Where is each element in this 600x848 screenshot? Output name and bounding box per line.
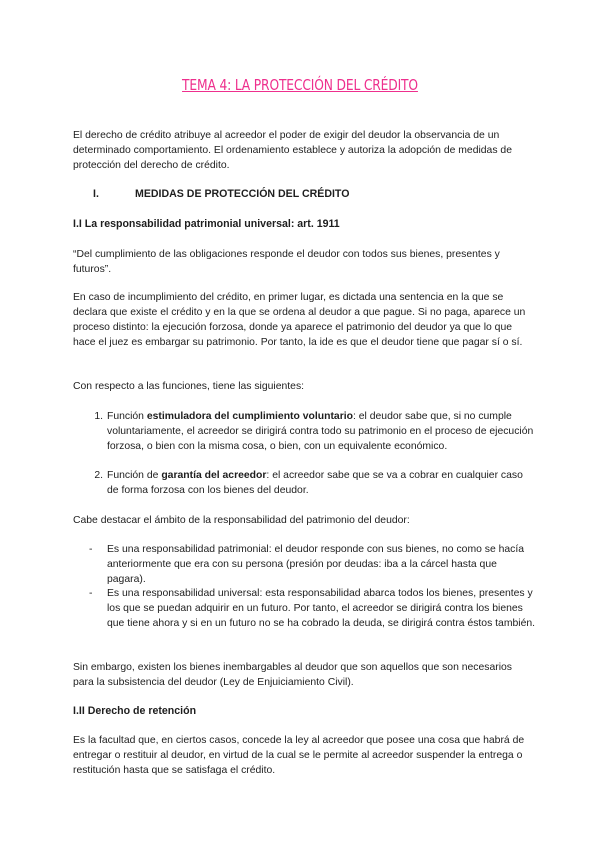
subsection-heading-2: I.II Derecho de retención (73, 705, 197, 717)
paragraph-retention: Es la facultad que, en ciertos casos, concede la ley al acreedor que posee una cosa que habrá de entregar o restituir al deudor, en virtud de la cual se le permite al acreedor suspender la entrega o restitución hasta que se satisfaga el crédito. (73, 735, 525, 776)
subsection-heading-1: I.I La responsabilidad patrimonial universal: art. 1911 (73, 218, 340, 230)
bold-term: garantía del acreedor (161, 470, 267, 481)
bold-term: estimuladora del cumplimiento voluntario (146, 411, 353, 422)
list-item: 2. Función de garantía del acreedor: el acreedor sabe que se va a cobrar en cualquier caso de forma forzosa con los bienes del deudor. (107, 468, 537, 498)
section-heading (93, 188, 349, 200)
list-marker: - (89, 544, 93, 555)
paragraph-functions-intro: Con respecto a las funciones, tiene las siguientes: (73, 381, 305, 392)
list-item: - Es una responsabilidad patrimonial: el deudor responde con sus bienes, no como se hacía anteriormente que era con su persona (presión por deudas: iba a la cárcel hasta que pagara). (89, 544, 525, 585)
quote-paragraph: “Del cumplimiento de las obligaciones responde el deudor con todos sus bienes, presentes y futuros”. (73, 249, 500, 275)
list-marker: - (89, 588, 93, 599)
list-marker: 1. (94, 411, 103, 422)
section-number: I. (93, 188, 99, 200)
paragraph-inembargables: Sin embargo, existen los bienes inembargables al deudor que son aquellos que son necesarios para la subsistencia del deudor (Ley de Enjuiciamiento Civil). (73, 662, 512, 688)
paragraph-enforcement: En caso de incumplimiento del crédito, en primer lugar, es dictada una sentencia en la que se declara que existe el crédito y en la que se ordena al deudor a que pague. Si no paga, aparece un proceso distinto: la ejecución forzosa, donde ya aparece el patrimonio del deudor ya que lo que hace el juez es embargar su patrimonio. Por tanto, la ide es que el deudor tiene que pagar sí o sí. (73, 292, 526, 348)
paragraph-scope-intro: Cabe destacar el ámbito de la responsabilidad del patrimonio del deudor: (73, 515, 410, 526)
list-marker: 2. (94, 470, 103, 481)
intro-paragraph: El derecho de crédito atribuye al acreedor el poder de exigir del deudor la observancia de un determinado comportamiento. El ordenamiento establece y autoriza la adopción de medidas de protección del derecho de crédito. (73, 130, 512, 171)
list-item: 1. Función estimuladora del cumplimiento voluntario: el deudor sabe que, si no cumple voluntariamente, el acreedor se dirigirá contra todo su patrimonio en el proceso de ejecución forzosa, o bien con la misma cosa, o bien, con un equivalente económico. (107, 409, 537, 454)
section-title: MEDIDAS DE PROTECCIÓN DEL CRÉDITO (135, 188, 350, 200)
list-item: - Es una responsabilidad universal: esta responsabilidad abarca todos los bienes, presentes y los que se puedan adquirir en un futuro. Por tanto, el acreedor se dirigirá contra los bienes que tiene ahora y si en un futuro no se ha cobrado la deuda, se dirigirá contra éstos también. (89, 588, 536, 629)
document-title: TEMA 4: LA PROTECCIÓN DEL CRÉDITO (182, 76, 418, 94)
